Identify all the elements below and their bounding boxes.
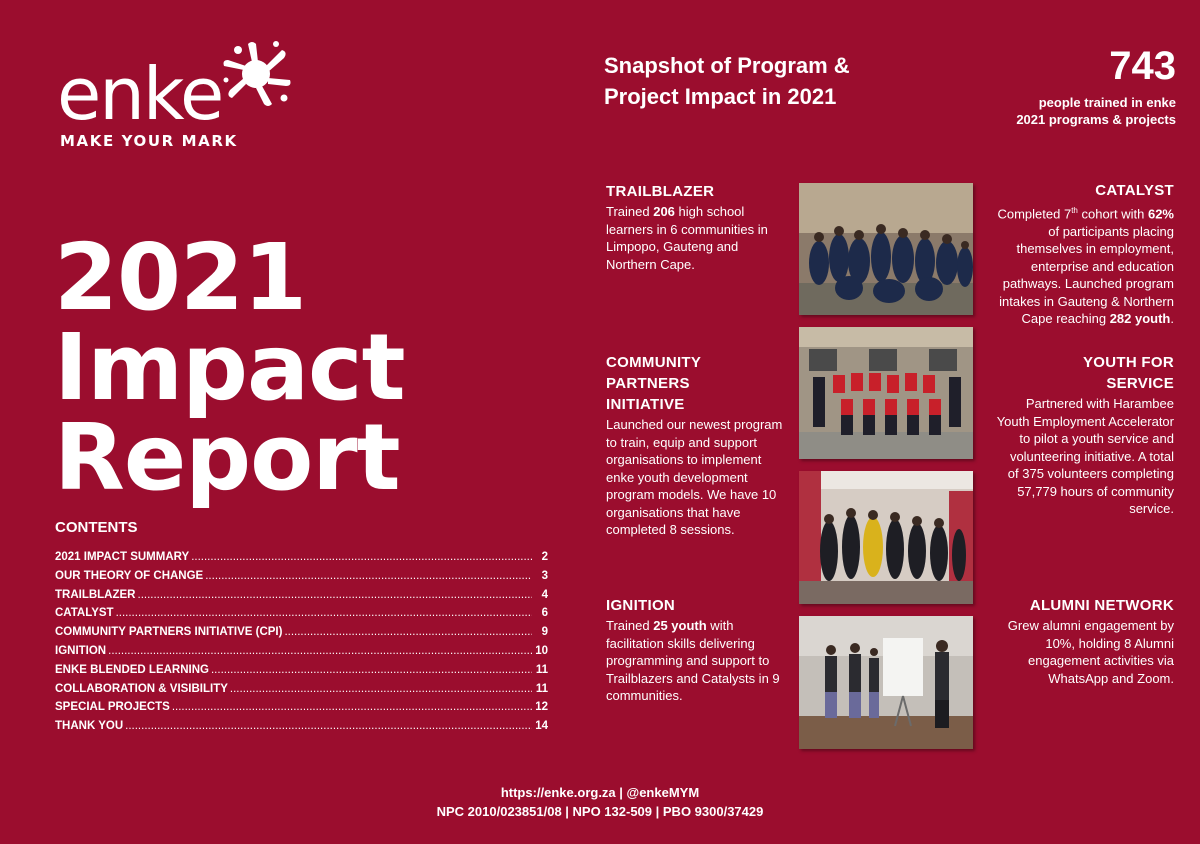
toc-dot-leader [211,664,532,676]
toc-label: COLLABORATION & VISIBILITY [55,682,228,695]
trailblazer-section [606,181,784,273]
toc-row[interactable] [55,664,548,683]
toc-label: OUR THEORY OF CHANGE [55,569,204,582]
footer-links[interactable]: https://enke.org.za | @enkeMYM [500,785,700,800]
catalyst-heading: CATALYST [1095,182,1174,199]
catalyst-text-1: Completed 7 [997,206,1072,222]
toc-label: THANK YOU [55,720,124,733]
yfs-heading-line1: YOUTH FOR [1082,354,1174,371]
ignition-heading: IGNITION [606,597,676,614]
toc-page-number: 10 [535,644,548,657]
catalyst-text-4: . [1170,311,1174,327]
toc-page-number: 3 [541,569,548,582]
cpi-group-photo [799,327,973,459]
yfs-heading-line2: SERVICE [1106,375,1174,392]
cpi-heading-line1: COMMUNITY [606,354,702,371]
catalyst-section [996,180,1174,328]
toc-row[interactable] [55,626,548,645]
catalyst-body [996,202,1174,328]
cpi-body: Launched our newest program to train, equip and support organisations to implement enke youth development program models. We have 10 organisations that have completed 8 sessions. [606,417,783,537]
enke-logo-wordmark: enke [57,52,223,136]
toc-row[interactable] [55,683,548,702]
trailblazer-text-2: high school learners in 6 communities in Limpopo, Gauteng and Northern Cape. [606,204,768,272]
cpi-section [606,352,784,539]
stat-caption-line2: 2021 programs & projects [1016,112,1176,127]
report-title-line3: Report [54,404,400,511]
trailblazer-group-photo [799,183,973,315]
toc-label: COMMUNITY PARTNERS INITIATIVE (CPI) [55,626,283,639]
toc-row[interactable] [55,701,548,720]
stat-caption-line1: people trained in enke [1038,95,1176,110]
toc-dot-leader [191,551,532,563]
ignition-count: 25 youth [653,618,707,633]
catalyst-youth-count: 282 youth [1109,311,1171,327]
toc-label: IGNITION [55,644,107,657]
toc-row[interactable] [55,607,548,626]
yfs-heading [996,352,1174,394]
toc-label: CATALYST [55,607,114,620]
catalyst-text-2: cohort with [1077,206,1148,222]
trailblazer-body [606,203,784,273]
toc-page-number: 11 [535,682,548,695]
catalyst-text-3: of participants placing themselves in employment, enterprise and education pathways. Launched program intakes in Gauteng & Northern Cape reaching [999,223,1174,327]
people-trained-number: 743 [1109,44,1176,88]
snapshot-title-line1: Snapshot of Program & [604,53,850,78]
toc-page-number: 4 [541,588,548,601]
toc-page-number: 12 [535,701,548,714]
alumni-workshop-photo [799,616,973,749]
table-of-contents [55,551,548,739]
cpi-heading-line2: PARTNERS [606,375,690,392]
ignition-section [606,595,784,705]
alumni-body: Grew alumni engagement by 10%, holding 8 Alumni engagement activities via WhatsApp and Zoom. [1007,618,1174,686]
report-title-year: 2021 [54,224,307,331]
trailblazer-text-1: Trained [606,204,654,219]
ink-splat-icon [218,40,294,110]
toc-row[interactable] [55,645,548,664]
toc-row[interactable] [55,720,548,739]
toc-dot-leader [172,701,532,713]
youth-for-service-section [996,352,1174,518]
cpi-heading-line3: INITIATIVE [606,396,685,413]
toc-label: 2021 IMPACT SUMMARY [55,551,190,563]
ignition-text-2: with facilitation skills delivering programming and support to Trailblazers and Catalysts in 9 communities. [606,618,780,703]
people-trained-caption [966,94,1176,128]
contents-heading: CONTENTS [55,519,138,536]
trailblazer-heading: TRAILBLAZER [606,183,715,200]
toc-page-number: 2 [541,551,548,563]
ignition-body [606,617,784,705]
toc-dot-leader [284,626,532,638]
toc-label: TRAILBLAZER [55,588,136,601]
toc-page-number: 6 [541,607,548,620]
toc-row[interactable] [55,551,548,570]
snapshot-title-line2: Project Impact in 2021 [604,84,837,109]
ignition-group-photo [799,471,973,604]
toc-row[interactable] [55,589,548,608]
footer-registration: NPC 2010/023851/08 | NPO 132-509 | PBO 9300/37429 [436,804,764,819]
toc-dot-leader [108,645,532,657]
toc-label: ENKE BLENDED LEARNING [55,663,209,676]
alumni-heading: ALUMNI NETWORK [1029,597,1174,614]
report-title-line2: Impact [54,314,405,421]
yfs-body: Partnered with Harambee Youth Employment Accelerator to pilot a youth service and volunteering initiative. A total of 375 volunteers completing 57,779 hours of community service. [996,396,1174,516]
toc-row[interactable] [55,570,548,589]
toc-dot-leader [125,720,532,732]
toc-dot-leader [205,570,532,582]
alumni-network-section [996,595,1174,687]
catalyst-percentage: 62% [1147,206,1174,222]
snapshot-title [604,50,934,112]
toc-page-number: 9 [541,626,548,639]
cpi-heading [606,352,784,415]
toc-page-number: 14 [535,720,548,733]
ignition-text-1: Trained [606,618,654,633]
trailblazer-count: 206 [653,204,675,219]
logo-tagline: MAKE YOUR MARK [60,132,238,150]
toc-dot-leader [116,607,532,619]
toc-label: SPECIAL PROJECTS [55,701,170,714]
toc-dot-leader [230,683,532,695]
toc-dot-leader [138,589,533,601]
catalyst-ordinal-suffix: th [1071,206,1078,215]
toc-page-number: 11 [535,663,548,676]
footer [0,783,1200,821]
